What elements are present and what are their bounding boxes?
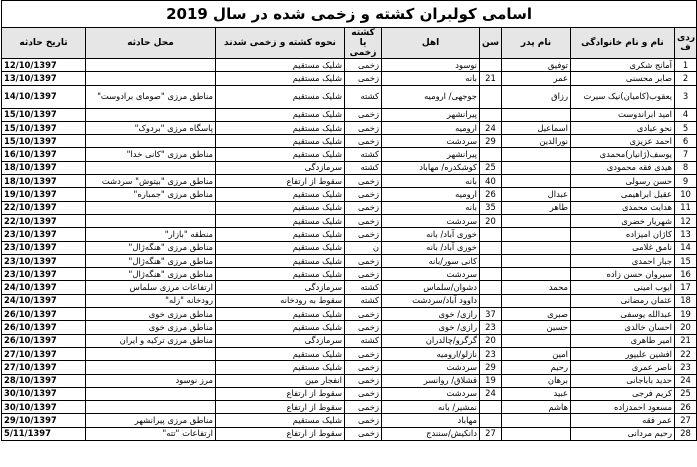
origin-cell: بانه: [382, 175, 480, 188]
table-row: [2, 374, 697, 387]
row-number-cell: 23: [675, 361, 697, 374]
status-cell: کشته: [345, 85, 382, 108]
age-cell: 26: [480, 188, 502, 201]
date-cell: 23/10/1397: [2, 268, 86, 281]
place-cell: [86, 135, 216, 148]
origin-cell: پیرانشهر: [382, 108, 480, 121]
origin-cell: بانه: [382, 201, 480, 214]
how-cell: شلیک مستقیم: [216, 188, 345, 201]
father-cell: [502, 214, 571, 227]
status-cell: ن: [345, 241, 382, 254]
origin-cell: جوجهی/ ارومیه: [382, 85, 480, 108]
table-row: [2, 188, 697, 201]
table-row: [2, 268, 697, 281]
row-number-cell: 5: [675, 121, 697, 134]
row-number-cell: 12: [675, 214, 697, 227]
row-number-cell: 2: [675, 72, 697, 85]
age-cell: 23: [480, 321, 502, 334]
table-row: [2, 241, 697, 254]
father-cell: [502, 175, 571, 188]
table-row: [2, 308, 697, 321]
father-cell: [502, 228, 571, 241]
date-cell: 5/11/1397: [2, 427, 86, 440]
name-cell: مسعود احمدزاده: [571, 401, 675, 414]
date-cell: 12/10/1397: [2, 59, 86, 72]
father-cell: هاشم: [502, 401, 571, 414]
row-number-cell: 15: [675, 254, 697, 267]
origin-cell: دشوان/سلماس: [382, 281, 480, 294]
row-number-cell: 4: [675, 108, 697, 121]
title-row: [2, 1, 697, 28]
status-cell: زخمی: [345, 59, 382, 72]
how-cell: سرمازدگی: [216, 281, 345, 294]
place-cell: مناطق مرزی "کانی خدا": [86, 148, 216, 161]
father-cell: توفیق: [502, 59, 571, 72]
status-cell: کشته: [345, 334, 382, 347]
father-cell: [502, 161, 571, 174]
name-cell: ناصر عمری: [571, 361, 675, 374]
how-cell: شلیک مستقیم: [216, 72, 345, 85]
name-cell: هیدی فقه محمودی: [571, 161, 675, 174]
origin-cell: سردشت: [382, 268, 480, 281]
status-cell: کشته: [345, 294, 382, 307]
table-row: [2, 148, 697, 161]
row-number-cell: 13: [675, 228, 697, 241]
age-cell: 21: [480, 72, 502, 85]
how-cell: شلیک مستقیم: [216, 214, 345, 227]
age-cell: 20: [480, 334, 502, 347]
date-cell: 16/10/1397: [2, 148, 86, 161]
how-cell: شلیک مستقیم: [216, 85, 345, 108]
father-cell: صبری: [502, 308, 571, 321]
place-cell: [86, 347, 216, 360]
name-cell: عمر فقه: [571, 414, 675, 427]
place-cell: مناطق مرزی پیرانشهر: [86, 414, 216, 427]
age-cell: [480, 148, 502, 161]
header-age: سن: [480, 28, 502, 59]
table-row: [2, 387, 697, 400]
status-cell: زخمی: [345, 321, 382, 334]
how-cell: سقوط از ارتفاع: [216, 387, 345, 400]
how-cell: سقوط از ارتفاع: [216, 427, 345, 440]
how-cell: شلیک مستقیم: [216, 228, 345, 241]
age-cell: [480, 241, 502, 254]
how-cell: شلیک مستقیم: [216, 135, 345, 148]
origin-cell: گرگرو/چالدران: [382, 334, 480, 347]
name-cell: عبدالله یوسفی: [571, 308, 675, 321]
header-num: ردی ف: [675, 28, 697, 59]
place-cell: [86, 401, 216, 414]
place-cell: [86, 214, 216, 227]
status-cell: زخمی: [345, 228, 382, 241]
origin-cell: قشلاق/ روانسر: [382, 374, 480, 387]
father-cell: حسین: [502, 321, 571, 334]
date-cell: 15/10/1397: [2, 135, 86, 148]
father-cell: عبید: [502, 387, 571, 400]
age-cell: [480, 228, 502, 241]
how-cell: شلیک مستقیم: [216, 108, 345, 121]
age-cell: 37: [480, 308, 502, 321]
row-number-cell: 6: [675, 135, 697, 148]
origin-cell: رازی/ خوی: [382, 308, 480, 321]
table-row: [2, 214, 697, 227]
father-cell: اسماعیل: [502, 121, 571, 134]
row-number-cell: 9: [675, 175, 697, 188]
row-number-cell: 26: [675, 401, 697, 414]
row-number-cell: 19: [675, 308, 697, 321]
father-cell: نورالدین: [502, 135, 571, 148]
origin-cell: سردشت: [382, 214, 480, 227]
name-cell: نامق غلامی: [571, 241, 675, 254]
father-cell: [502, 241, 571, 254]
name-cell: یوسف(ژانیار)محمدی: [571, 148, 675, 161]
table-row: [2, 427, 697, 440]
status-cell: زخمی: [345, 347, 382, 360]
date-cell: 18/10/1397: [2, 161, 86, 174]
status-cell: زخمی: [345, 135, 382, 148]
origin-cell: خوری آباد/ بانه: [382, 241, 480, 254]
place-cell: مناطق مرزی ترکیه و ایران: [86, 334, 216, 347]
age-cell: [480, 281, 502, 294]
status-cell: زخمی: [345, 175, 382, 188]
date-cell: 23/10/1397: [2, 241, 86, 254]
how-cell: شلیک مستقیم: [216, 254, 345, 267]
how-cell: سقوط از ارتفاع: [216, 401, 345, 414]
status-cell: زخمی: [345, 188, 382, 201]
status-cell: زخمی: [345, 108, 382, 121]
place-cell: مناطق مرزی "صومای برادوست": [86, 85, 216, 108]
place-cell: مناطق مرزی خوی: [86, 321, 216, 334]
how-cell: شلیک مستقیم: [216, 201, 345, 214]
place-cell: منطقه "بازار": [86, 228, 216, 241]
place-cell: مرز نوسود: [86, 374, 216, 387]
date-cell: 30/10/1397: [2, 401, 86, 414]
place-cell: [86, 361, 216, 374]
age-cell: 20: [480, 214, 502, 227]
how-cell: شلیک مستقیم: [216, 121, 345, 134]
origin-cell: سردشت: [382, 135, 480, 148]
date-cell: 15/10/1397: [2, 121, 86, 134]
place-cell: [86, 201, 216, 214]
father-cell: [502, 334, 571, 347]
date-cell: 22/10/1397: [2, 214, 86, 227]
table-row: [2, 175, 697, 188]
header-row: [2, 28, 697, 59]
status-cell: زخمی: [345, 387, 382, 400]
place-cell: مناطق مرزی خوی: [86, 308, 216, 321]
table-row: [2, 414, 697, 427]
date-cell: 15/10/1397: [2, 108, 86, 121]
name-cell: احمد عزیزی: [571, 135, 675, 148]
header-origin: اهل: [382, 28, 480, 59]
row-number-cell: 21: [675, 334, 697, 347]
date-cell: 27/10/1397: [2, 361, 86, 374]
status-cell: زخمی: [345, 72, 382, 85]
father-cell: رزاق: [502, 85, 571, 108]
origin-cell: خوری آباد/ بانه: [382, 228, 480, 241]
table-row: [2, 254, 697, 267]
date-cell: 23/10/1397: [2, 254, 86, 267]
header-status: کشته یا زخمی: [345, 28, 382, 59]
age-cell: 24: [480, 387, 502, 400]
father-cell: عمر: [502, 72, 571, 85]
date-cell: 18/10/1397: [2, 175, 86, 188]
father-cell: [502, 414, 571, 427]
age-cell: [480, 268, 502, 281]
table-row: [2, 347, 697, 360]
place-cell: مناطق مرزی "جمباره": [86, 188, 216, 201]
place-cell: [86, 161, 216, 174]
name-cell: آمانج شکری: [571, 59, 675, 72]
place-cell: مناطق مرزی "هنگه‌ژال": [86, 254, 216, 267]
status-cell: کشته: [345, 148, 382, 161]
date-cell: 27/10/1397: [2, 347, 86, 360]
how-cell: انفجار مین: [216, 374, 345, 387]
how-cell: سرمازدگی: [216, 161, 345, 174]
table-row: [2, 201, 697, 214]
date-cell: 28/10/1397: [2, 374, 86, 387]
date-cell: 26/10/1397: [2, 308, 86, 321]
status-cell: زخمی: [345, 254, 382, 267]
how-cell: شلیک مستقیم: [216, 361, 345, 374]
row-number-cell: 16: [675, 268, 697, 281]
father-cell: عبدال: [502, 188, 571, 201]
table-row: [2, 108, 697, 121]
origin-cell: رازی/ خوی: [382, 321, 480, 334]
status-cell: زخمی: [345, 374, 382, 387]
how-cell: سرمازدگی: [216, 334, 345, 347]
place-cell: ارتفاعات "تته": [86, 427, 216, 440]
father-cell: محمد: [502, 281, 571, 294]
header-place: محل حادثه: [86, 28, 216, 59]
how-cell: شلیک مستقیم: [216, 59, 345, 72]
father-cell: [502, 268, 571, 281]
origin-cell: بانه: [382, 72, 480, 85]
name-cell: حدید باباجانی: [571, 374, 675, 387]
name-cell: نحو عبادی: [571, 121, 675, 134]
row-number-cell: 8: [675, 161, 697, 174]
table-row: [2, 121, 697, 134]
age-cell: [480, 414, 502, 427]
origin-cell: پیرانشهر: [382, 148, 480, 161]
row-number-cell: 17: [675, 281, 697, 294]
origin-cell: سردشت: [382, 387, 480, 400]
status-cell: زخمی: [345, 121, 382, 134]
name-cell: رحیم مردانی: [571, 427, 675, 440]
how-cell: شلیک مستقیم: [216, 321, 345, 334]
name-cell: کریم فرجی: [571, 387, 675, 400]
name-cell: سیروان حسن زاده: [571, 268, 675, 281]
age-cell: 19: [480, 374, 502, 387]
place-cell: پاسگاه مرزی "بردوک": [86, 121, 216, 134]
status-cell: زخمی: [345, 401, 382, 414]
age-cell: [480, 401, 502, 414]
place-cell: [86, 59, 216, 72]
how-cell: سقوط به رودخانه: [216, 294, 345, 307]
status-cell: زخمی: [345, 414, 382, 427]
row-number-cell: 14: [675, 241, 697, 254]
origin-cell: سردشت: [382, 361, 480, 374]
place-cell: [86, 72, 216, 85]
table-row: [2, 228, 697, 241]
origin-cell: مهاباد: [382, 414, 480, 427]
age-cell: 40: [480, 175, 502, 188]
date-cell: 26/10/1397: [2, 334, 86, 347]
table-row: [2, 72, 697, 85]
row-number-cell: 3: [675, 85, 697, 108]
age-cell: 23: [480, 347, 502, 360]
name-cell: امیر طاهری: [571, 334, 675, 347]
place-cell: [86, 387, 216, 400]
father-cell: [502, 108, 571, 121]
name-cell: جبار احمدی: [571, 254, 675, 267]
date-cell: 13/10/1397: [2, 72, 86, 85]
origin-cell: دانکیش/سنندج: [382, 427, 480, 440]
date-cell: 14/10/1397: [2, 85, 86, 108]
place-cell: رودخانه "زله": [86, 294, 216, 307]
row-number-cell: 25: [675, 387, 697, 400]
date-cell: 29/10/1397: [2, 414, 86, 427]
father-cell: رحیم: [502, 361, 571, 374]
name-cell: کاژان امیزاده: [571, 228, 675, 241]
row-number-cell: 11: [675, 201, 697, 214]
father-cell: امین: [502, 347, 571, 360]
date-cell: 19/10/1397: [2, 188, 86, 201]
table-row: [2, 59, 697, 72]
status-cell: زخمی: [345, 268, 382, 281]
father-cell: [502, 254, 571, 267]
age-cell: [480, 254, 502, 267]
row-number-cell: 22: [675, 347, 697, 360]
name-cell: هدایت محمدی: [571, 201, 675, 214]
age-cell: 25: [480, 161, 502, 174]
status-cell: زخمی: [345, 214, 382, 227]
table-row: [2, 85, 697, 108]
place-cell: ارتفاعات مرزی سلماس: [86, 281, 216, 294]
row-number-cell: 18: [675, 294, 697, 307]
how-cell: شلیک مستقیم: [216, 347, 345, 360]
father-cell: طاهر: [502, 201, 571, 214]
name-cell: امید ابراندوست: [571, 108, 675, 121]
name-cell: ایوب امینی: [571, 281, 675, 294]
origin-cell: ارومیه: [382, 121, 480, 134]
date-cell: 23/10/1397: [2, 228, 86, 241]
table-row: [2, 281, 697, 294]
how-cell: شلیک مستقیم: [216, 414, 345, 427]
age-cell: [480, 59, 502, 72]
age-cell: [480, 108, 502, 121]
origin-cell: داوود آباد/سردشت: [382, 294, 480, 307]
date-cell: 30/10/1397: [2, 387, 86, 400]
header-how: نحوه کشته و زخمی شدند: [216, 28, 345, 59]
header-father: نام پدر: [502, 28, 571, 59]
table-row: [2, 294, 697, 307]
row-number-cell: 7: [675, 148, 697, 161]
casualty-table: [1, 0, 697, 441]
row-number-cell: 10: [675, 188, 697, 201]
name-cell: احسان خالدی: [571, 321, 675, 334]
date-cell: 24/10/1397: [2, 281, 86, 294]
status-cell: زخمی: [345, 308, 382, 321]
age-cell: [480, 294, 502, 307]
origin-cell: کوشکدره/ مهاباد: [382, 161, 480, 174]
how-cell: شلیک مستقیم: [216, 148, 345, 161]
how-cell: شلیک مستقیم: [216, 241, 345, 254]
place-cell: [86, 108, 216, 121]
age-cell: 29: [480, 361, 502, 374]
table-row: [2, 161, 697, 174]
how-cell: سقوط از ارتفاع: [216, 175, 345, 188]
place-cell: مناطق مرزی "هنگه‌ژال": [86, 241, 216, 254]
table-row: [2, 361, 697, 374]
header-date: تاریخ حادثه: [2, 28, 86, 59]
date-cell: 22/10/1397: [2, 201, 86, 214]
name-cell: عثمان رمضانی: [571, 294, 675, 307]
row-number-cell: 20: [675, 321, 697, 334]
name-cell: عقیل ابراهیمی: [571, 188, 675, 201]
status-cell: کشته: [345, 161, 382, 174]
date-cell: 26/10/1397: [2, 321, 86, 334]
age-cell: [480, 85, 502, 108]
origin-cell: ارومیه: [382, 188, 480, 201]
how-cell: شلیک مستقیم: [216, 268, 345, 281]
table-row: [2, 321, 697, 334]
table-row: [2, 334, 697, 347]
father-cell: برهان: [502, 374, 571, 387]
father-cell: [502, 427, 571, 440]
age-cell: 29: [480, 135, 502, 148]
date-cell: 24/10/1397: [2, 294, 86, 307]
father-cell: [502, 294, 571, 307]
origin-cell: نازلو/ارومیه: [382, 347, 480, 360]
how-cell: شلیک مستقیم: [216, 308, 345, 321]
row-number-cell: 27: [675, 414, 697, 427]
name-cell: حسن رسولی: [571, 175, 675, 188]
header-name: نام و نام خانوادگی: [571, 28, 675, 59]
name-cell: شهریار خضری: [571, 214, 675, 227]
age-cell: 27: [480, 427, 502, 440]
origin-cell: نوسود: [382, 59, 480, 72]
name-cell: یعقوب(کامیان)نیک سیرت: [571, 85, 675, 108]
status-cell: زخمی: [345, 201, 382, 214]
page-title: اسامی کولبران کشته و زخمی شده در سال 2019: [2, 1, 697, 28]
place-cell: مناطق مرزی "هنگه‌ژال": [86, 268, 216, 281]
table-row: [2, 135, 697, 148]
status-cell: زخمی: [345, 427, 382, 440]
table-row: [2, 401, 697, 414]
name-cell: صابر محسنی: [571, 72, 675, 85]
age-cell: 35: [480, 201, 502, 214]
name-cell: افشین علیپور: [571, 347, 675, 360]
origin-cell: کانی سور/بانه: [382, 254, 480, 267]
age-cell: 24: [480, 121, 502, 134]
status-cell: کشته: [345, 281, 382, 294]
row-number-cell: 24: [675, 374, 697, 387]
place-cell: مناطق مرزی "بیتوش" سردشت: [86, 175, 216, 188]
father-cell: [502, 148, 571, 161]
row-number-cell: 1: [675, 59, 697, 72]
row-number-cell: 28: [675, 427, 697, 440]
origin-cell: نمشیر/ بانه: [382, 401, 480, 414]
status-cell: زخمی: [345, 361, 382, 374]
